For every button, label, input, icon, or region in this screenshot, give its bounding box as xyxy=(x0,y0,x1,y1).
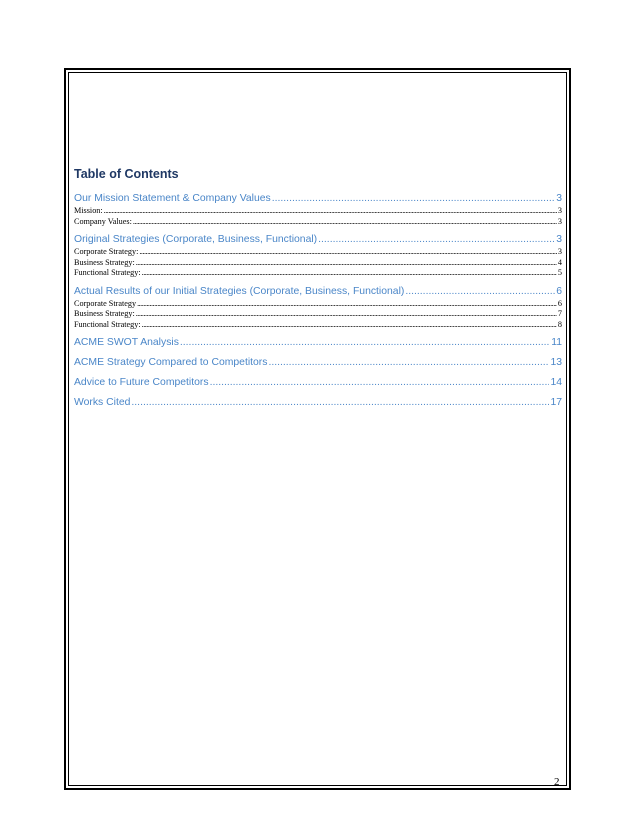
toc-entry-business-strategy[interactable] xyxy=(74,258,562,269)
toc-entry-label: Corporate Strategy: xyxy=(74,247,139,256)
toc-entry-label: Mission: xyxy=(74,206,103,215)
toc-entry-actual-corporate-strategy[interactable] xyxy=(74,299,562,310)
toc-entry-page: 5 xyxy=(557,268,562,277)
toc-leader xyxy=(405,285,555,299)
toc-leader xyxy=(136,309,557,320)
toc-leader xyxy=(139,247,557,258)
toc-entry-works-cited[interactable] xyxy=(74,396,562,410)
toc-entry-page: 17 xyxy=(550,397,562,408)
toc-entry-mission-values[interactable] xyxy=(74,192,562,206)
toc-leader xyxy=(133,217,557,228)
toc-entry-original-strategies[interactable] xyxy=(74,233,562,247)
toc-entry-label: Company Values: xyxy=(74,216,132,226)
toc-leader xyxy=(104,206,557,217)
toc-leader xyxy=(180,336,550,350)
toc-leader xyxy=(268,356,549,370)
toc-entry-label: Functional Strategy: xyxy=(74,268,141,277)
toc-leader xyxy=(142,320,557,331)
toc-entry-label: Functional Strategy: xyxy=(74,319,141,329)
toc-entry-label: Original Strategies (Corporate, Business, Functional) xyxy=(74,234,318,245)
toc-entry-label: ACME Strategy Compared to Competitors xyxy=(74,357,268,368)
toc-leader xyxy=(137,299,557,310)
toc-entry-label: Business Strategy: xyxy=(74,257,135,267)
toc-entry-functional-strategy[interactable] xyxy=(74,268,562,279)
table-of-contents xyxy=(74,166,562,410)
toc-leader xyxy=(136,258,557,269)
toc-entry-page: 3 xyxy=(557,247,562,256)
toc-entry-page: 3 xyxy=(557,216,562,226)
toc-entry-page: 3 xyxy=(556,193,562,204)
toc-entry-advice[interactable] xyxy=(74,376,562,390)
toc-leader xyxy=(272,192,555,206)
toc-entry-actual-business-strategy[interactable] xyxy=(74,309,562,320)
toc-entry-page: 6 xyxy=(557,298,562,308)
toc-entry-mission[interactable] xyxy=(74,206,562,217)
toc-entry-label: Our Mission Statement & Company Values xyxy=(74,193,271,204)
toc-entry-page: 3 xyxy=(557,206,562,215)
toc-entry-company-values[interactable] xyxy=(74,217,562,228)
toc-entry-actual-functional-strategy[interactable] xyxy=(74,320,562,331)
toc-entry-page: 4 xyxy=(557,257,562,267)
page-number: 2 xyxy=(554,776,560,788)
toc-entry-page: 14 xyxy=(550,377,562,388)
toc-title: Table of Contents xyxy=(74,167,179,181)
toc-entry-corporate-strategy[interactable] xyxy=(74,247,562,258)
toc-entry-page: 13 xyxy=(550,357,562,368)
toc-entry-page: 6 xyxy=(556,285,562,297)
toc-entry-swot-analysis[interactable] xyxy=(74,336,562,350)
toc-entry-label: Advice to Future Competitors xyxy=(74,377,209,388)
toc-entry-page: 7 xyxy=(557,309,562,318)
toc-leader xyxy=(210,376,550,390)
toc-entry-page: 8 xyxy=(557,319,562,329)
toc-entry-label: ACME SWOT Analysis xyxy=(74,337,179,348)
toc-leader xyxy=(142,268,557,279)
toc-entry-actual-results[interactable] xyxy=(74,285,562,299)
toc-entry-strategy-compared[interactable] xyxy=(74,356,562,370)
toc-entry-label: Corporate Strategy xyxy=(74,298,137,308)
toc-entry-page: 3 xyxy=(556,234,562,245)
toc-entry-label: Business Strategy: xyxy=(74,309,135,318)
toc-leader xyxy=(318,233,555,247)
toc-entry-label: Actual Results of our Initial Strategies (Corporate, Business, Functional) xyxy=(74,285,405,297)
toc-entry-page: 11 xyxy=(551,337,562,348)
toc-leader xyxy=(131,396,549,410)
toc-entry-label: Works Cited xyxy=(74,397,131,408)
